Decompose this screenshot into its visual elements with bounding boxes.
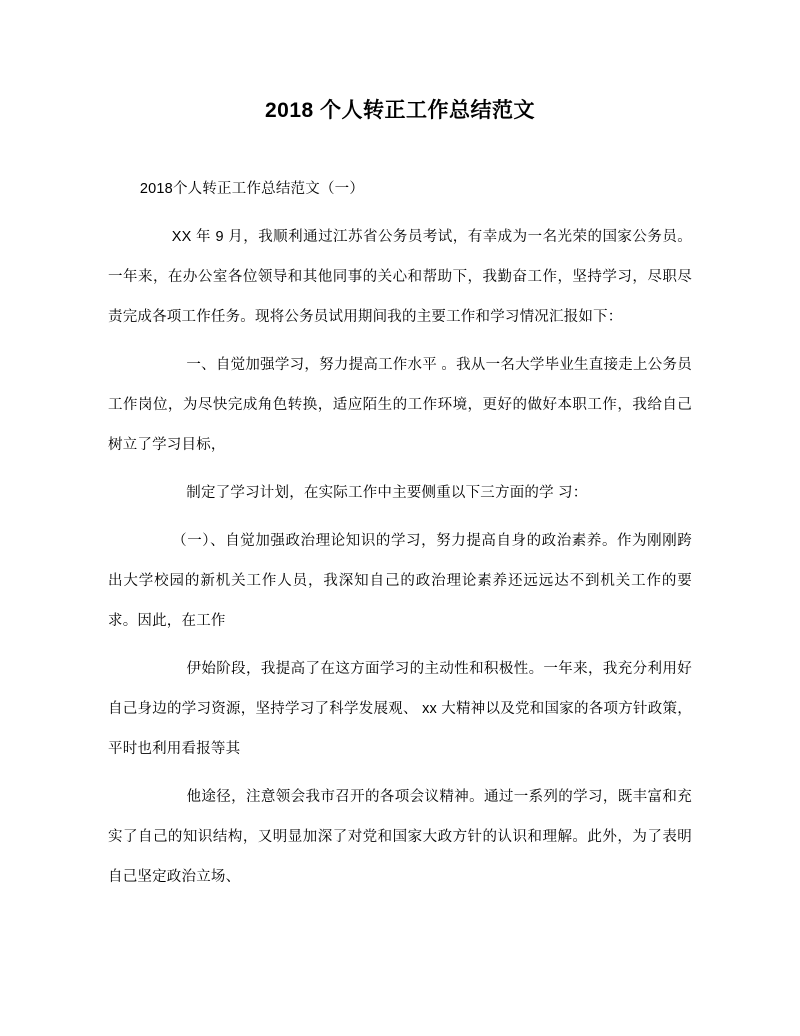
paragraph-4: （一）、自觉加强政治理论知识的学习，努力提高自身的政治素养。作为刚刚跨出大学校园的新机关工作人员，我深知自己的政治理论素养还远远达不到机关工作的要求。因此，在工作 bbox=[108, 533, 692, 630]
document-body bbox=[0, 155, 800, 897]
paragraph-1: XX 年 9 月，我顺利通过江苏省公务员考试，有幸成为一名光荣的国家公务员。一年来，在办公室各位领导和其他同事的关心和帮助下，我勤奋工作，坚持学习，尽职尽责完成各项工作任务。现将公务员试用期间我的主要工作和学习情况汇报如下： bbox=[108, 229, 692, 326]
spacer bbox=[108, 769, 692, 777]
paragraph-2: 一、自觉加强学习，努力提高工作水平 。我从一名大学毕业生直接走上公务员工作岗位，为尽快完成角色转换，适应陌生的工作环境，更好的做好本职工作，我给自己树立了学习目标， bbox=[108, 357, 692, 454]
paragraph-3: 制定了学习计划，在实际工作中主要侧重以下三方面的学 习： bbox=[186, 485, 588, 502]
spacer bbox=[108, 641, 692, 649]
spacer bbox=[108, 513, 692, 521]
spacer bbox=[108, 155, 692, 169]
document-subtitle: 2018个人转正工作总结范文（一） bbox=[139, 181, 365, 198]
paragraph-5: 伊始阶段，我提高了在这方面学习的主动性和积极性。一年来，我充分利用好自己身边的学习资源，坚持学习了科学发展观、 xx 大精神以及党和国家的各项方针政策，平时也利用看报等其 bbox=[108, 661, 692, 758]
page-title: 2018 个人转正工作总结范文 bbox=[264, 99, 536, 122]
spacer bbox=[108, 209, 692, 217]
paragraph-6: 他途径，注意领会我市召开的各项会议精神。通过一系列的学习，既丰富和充实了自己的知识结构，又明显加深了对党和国家大政方针的认识和理解。此外，为了表明自己坚定政治立场、 bbox=[108, 789, 692, 886]
spacer bbox=[108, 465, 692, 473]
spacer bbox=[108, 337, 692, 345]
